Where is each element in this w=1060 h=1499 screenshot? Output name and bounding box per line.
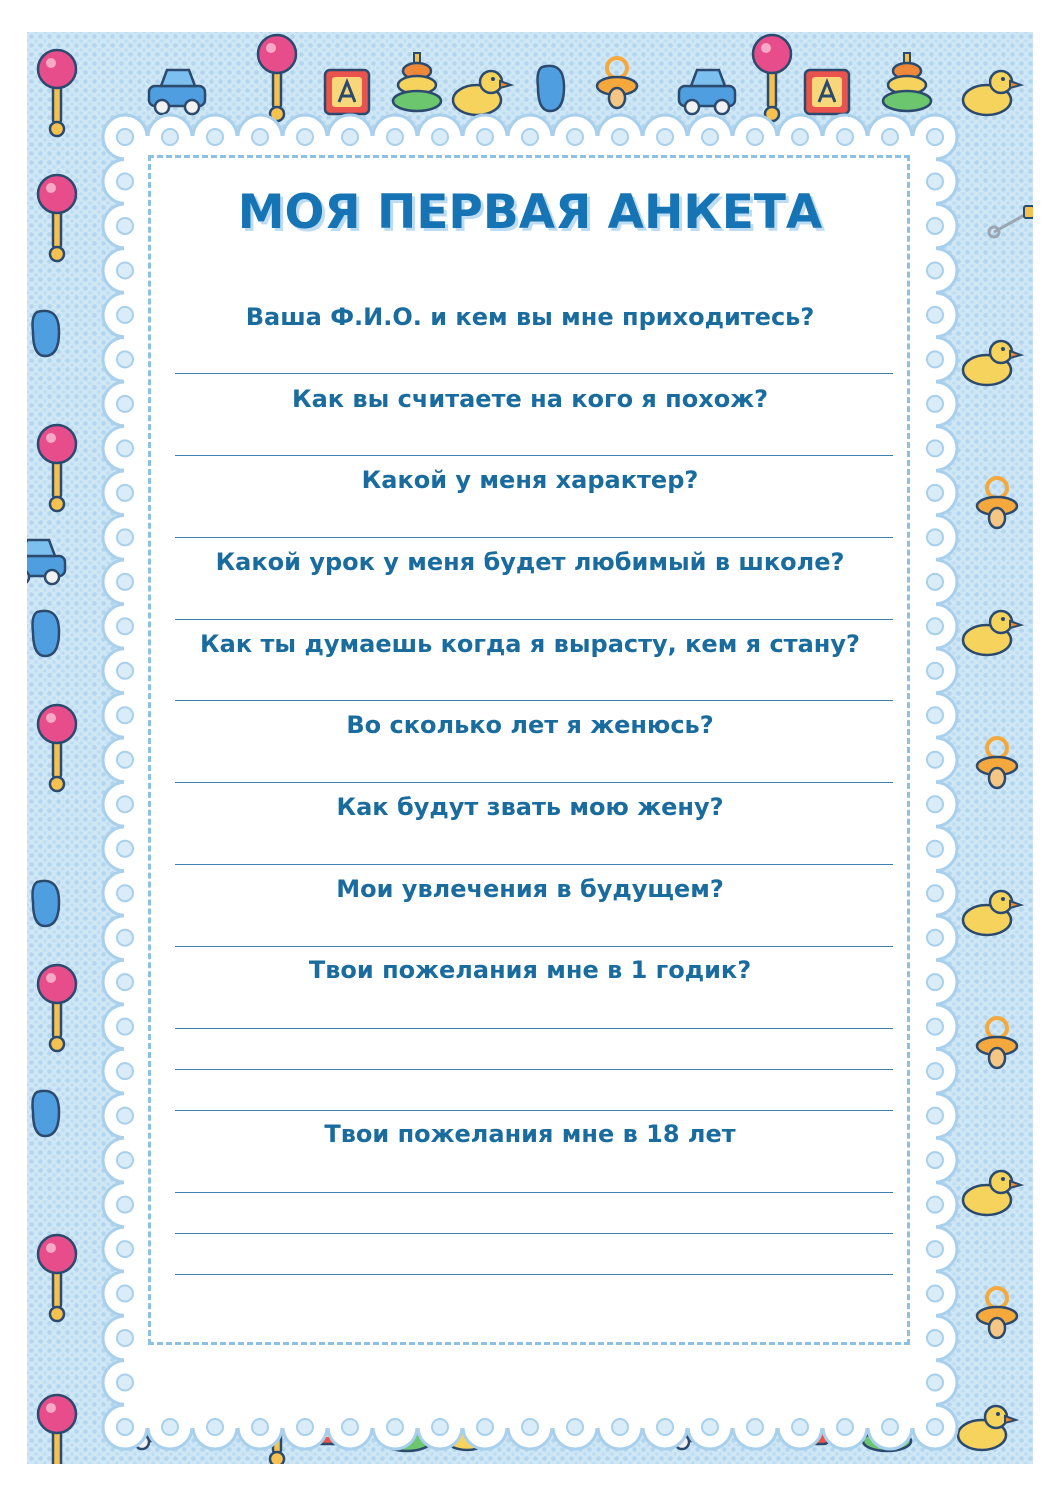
question-3: Какой у меня характер? [361, 466, 699, 494]
answer-line [175, 619, 893, 620]
question-8: Мои увлечения в будущем? [336, 875, 724, 903]
answer-line [175, 1028, 893, 1029]
question-5: Как ты думаешь когда я вырасту, кем я стану? [200, 630, 860, 658]
answer-line [175, 537, 893, 538]
answer-line [175, 864, 893, 865]
answer-line [175, 455, 893, 456]
question-9: Твои пожелания мне в 1 годик? [308, 956, 752, 984]
question-7: Как будут звать мою жену? [336, 793, 724, 821]
question-2: Как вы считаете на кого я похож? [291, 385, 769, 413]
questionnaire-card [148, 155, 910, 1345]
answer-line [175, 373, 893, 374]
answer-line [175, 1233, 893, 1234]
answer-line [175, 1274, 893, 1275]
answer-line [175, 1069, 893, 1070]
answer-line [175, 946, 893, 947]
answer-line [175, 1110, 893, 1111]
answer-line [175, 700, 893, 701]
question-4: Какой урок у меня будет любимый в школе? [215, 548, 845, 576]
answer-line [175, 1192, 893, 1193]
question-1: Ваша Ф.И.О. и кем вы мне приходитесь? [245, 303, 815, 331]
answer-line [175, 782, 893, 783]
question-6: Во сколько лет я женюсь? [346, 711, 714, 739]
page-title: МОЯ ПЕРВАЯ АНКЕТА [237, 185, 823, 240]
question-10: Твои пожелания мне в 18 лет [324, 1120, 736, 1148]
